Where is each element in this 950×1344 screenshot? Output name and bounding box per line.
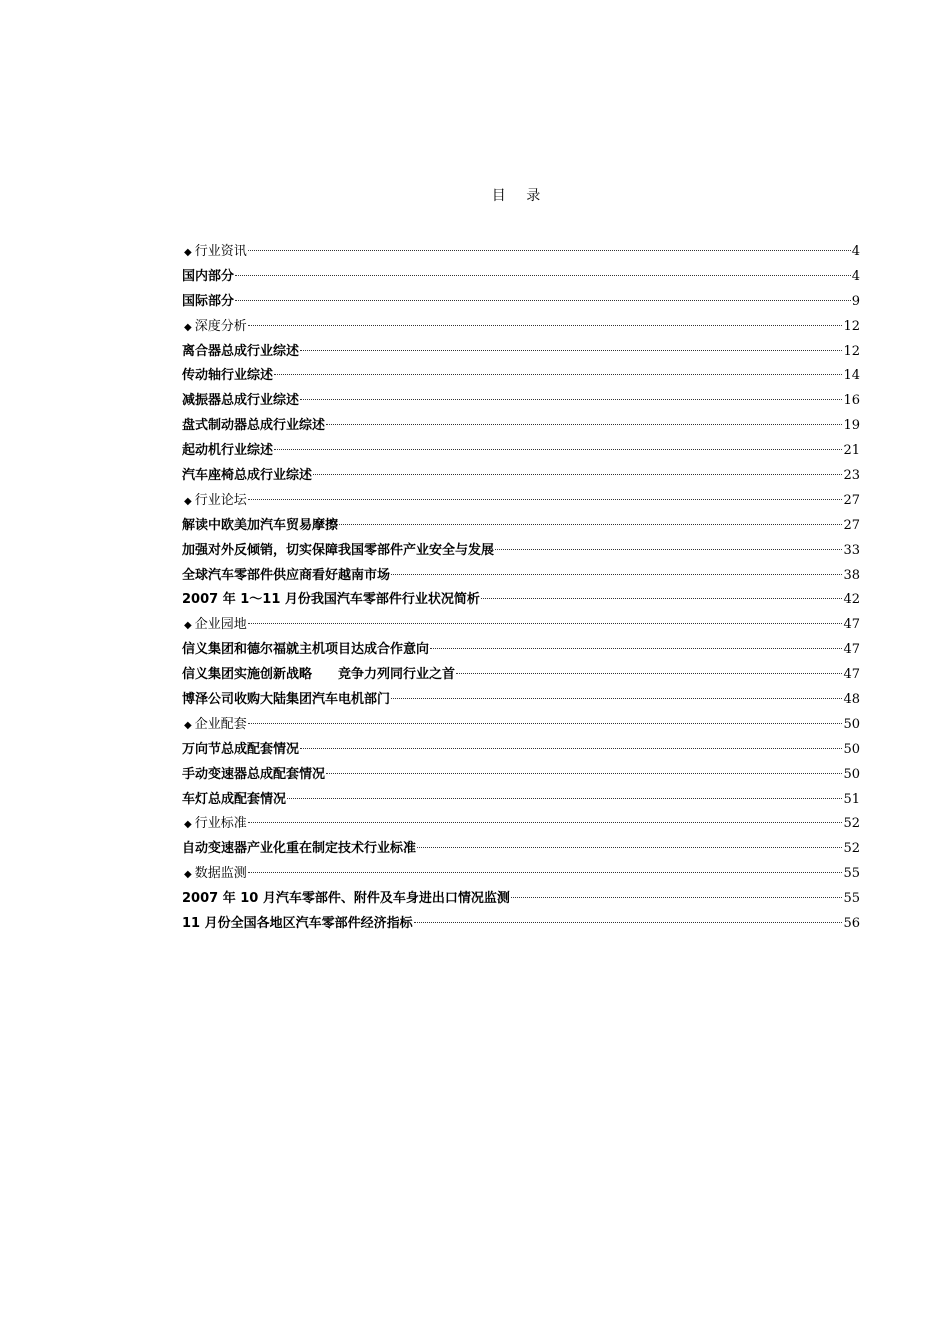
dot-leader xyxy=(414,922,843,923)
toc-section-entry[interactable] xyxy=(182,489,860,514)
toc-page-number: 50 xyxy=(843,716,860,732)
toc-section-entry[interactable] xyxy=(182,315,860,340)
toc-article-entry[interactable] xyxy=(182,837,860,862)
toc-article-entry[interactable] xyxy=(182,738,860,763)
toc-article-entry[interactable] xyxy=(182,290,860,315)
dot-leader xyxy=(248,723,843,724)
dot-leader xyxy=(248,623,843,624)
toc-entry-label: 行业标准 xyxy=(194,816,247,832)
toc-entry-label: 离合器总成行业综述 xyxy=(182,343,300,359)
dot-leader xyxy=(417,847,842,848)
toc-article-entry[interactable] xyxy=(182,265,860,290)
toc-page-number: 4 xyxy=(851,244,860,259)
dot-leader xyxy=(248,822,843,823)
dot-leader xyxy=(481,598,843,599)
toc-page-number: 48 xyxy=(843,692,860,708)
toc-page-number: 19 xyxy=(843,418,860,434)
diamond-bullet-icon: ◆ xyxy=(184,620,192,632)
toc-section-entry[interactable] xyxy=(182,812,860,837)
toc-section-entry[interactable] xyxy=(182,713,860,738)
dot-leader xyxy=(430,648,842,649)
toc-entry-label: 手动变速器总成配套情况 xyxy=(182,766,326,782)
toc-entry-label: 加强对外反倾销，切实保障我国零部件产业安全与发展 xyxy=(182,542,495,558)
toc-page-number: 50 xyxy=(843,766,860,782)
toc-page-number: 55 xyxy=(843,866,860,882)
toc-article-entry[interactable] xyxy=(182,439,860,464)
toc-entry-label: 博泽公司收购大陆集团汽车电机部门 xyxy=(182,692,391,708)
toc-page-number: 12 xyxy=(843,343,860,359)
toc-entry-label: 信义集团和德尔福就主机项目达成合作意向 xyxy=(182,642,430,658)
dot-leader xyxy=(313,474,842,475)
toc-page-number: 27 xyxy=(843,492,860,508)
toc-article-entry[interactable] xyxy=(182,763,860,788)
toc-entry-label: 数据监测 xyxy=(194,866,247,882)
dot-leader xyxy=(495,549,842,550)
toc-list xyxy=(182,240,860,937)
toc-entry-label: 行业资讯 xyxy=(194,244,247,259)
toc-page-number: 42 xyxy=(843,592,860,608)
dot-leader xyxy=(248,872,843,873)
toc-page-number: 9 xyxy=(851,293,860,309)
toc-article-entry[interactable] xyxy=(182,340,860,365)
dot-leader xyxy=(274,374,842,375)
toc-entry-label: 深度分析 xyxy=(194,318,247,334)
toc-article-entry[interactable] xyxy=(182,912,860,937)
toc-section-entry[interactable] xyxy=(182,862,860,887)
toc-article-entry[interactable] xyxy=(182,564,860,589)
toc-title: 目 录 xyxy=(491,188,549,204)
dot-leader xyxy=(339,524,842,525)
toc-entry-label: 行业论坛 xyxy=(194,492,247,508)
toc-article-entry[interactable] xyxy=(182,539,860,564)
toc-entry-label: 信义集团实施创新战略 竞争力列同行业之首 xyxy=(182,667,456,683)
dot-leader xyxy=(456,673,842,674)
toc-article-entry[interactable] xyxy=(182,788,860,813)
dot-leader xyxy=(391,574,842,575)
toc-entry-label: 车灯总成配套情况 xyxy=(182,791,287,807)
toc-entry-label: 万向节总成配套情况 xyxy=(182,741,300,757)
dot-leader xyxy=(326,424,842,425)
toc-entry-label: 减振器总成行业综述 xyxy=(182,393,300,409)
toc-entry-label: 2007 年 1～11 月份我国汽车零部件行业状况简析 xyxy=(182,592,480,608)
dot-leader xyxy=(300,748,842,749)
toc-entry-label: 11 月份全国各地区汽车零部件经济指标 xyxy=(182,916,413,932)
toc-article-entry[interactable] xyxy=(182,887,860,912)
toc-article-entry[interactable] xyxy=(182,364,860,389)
toc-page-number: 21 xyxy=(843,443,860,459)
toc-article-entry[interactable] xyxy=(182,638,860,663)
dot-leader xyxy=(300,399,842,400)
dot-leader xyxy=(274,449,842,450)
toc-entry-label: 盘式制动器总成行业综述 xyxy=(182,418,326,434)
toc-entry-label: 全球汽车零部件供应商看好越南市场 xyxy=(182,567,391,583)
toc-article-entry[interactable] xyxy=(182,464,860,489)
toc-entry-label: 2007 年 10 月汽车零部件、附件及车身进出口情况监测 xyxy=(182,891,510,907)
toc-section-entry[interactable] xyxy=(182,240,860,265)
toc-section-entry[interactable] xyxy=(182,613,860,638)
toc-page-number: 12 xyxy=(843,318,860,334)
toc-page-number: 52 xyxy=(843,816,860,832)
dot-leader xyxy=(326,773,842,774)
toc-article-entry[interactable] xyxy=(182,414,860,439)
toc-page-number: 14 xyxy=(843,368,860,384)
diamond-bullet-icon: ◆ xyxy=(184,819,192,831)
diamond-bullet-icon: ◆ xyxy=(184,495,192,507)
dot-leader xyxy=(391,698,842,699)
toc-page-number: 47 xyxy=(843,617,860,633)
toc-entry-label: 企业配套 xyxy=(194,716,247,732)
toc-page-number: 47 xyxy=(843,642,860,658)
toc-article-entry[interactable] xyxy=(182,688,860,713)
toc-entry-label: 国内部分 xyxy=(182,268,235,284)
toc-entry-label: 国际部分 xyxy=(182,293,235,309)
toc-article-entry[interactable] xyxy=(182,588,860,613)
toc-page-number: 27 xyxy=(843,517,860,533)
dot-leader xyxy=(300,350,842,351)
toc-page-number: 23 xyxy=(843,468,860,484)
toc-page-number: 16 xyxy=(843,393,860,409)
toc-entry-label: 起动机行业综述 xyxy=(182,443,274,459)
toc-entry-label: 企业园地 xyxy=(194,617,247,633)
dot-leader xyxy=(511,897,843,898)
toc-page-number: 52 xyxy=(843,841,860,857)
toc-page-number: 56 xyxy=(843,916,860,932)
dot-leader xyxy=(248,250,851,251)
toc-page-number: 50 xyxy=(843,741,860,757)
toc-entry-label: 自动变速器产业化重在制定技术行业标准 xyxy=(182,841,417,857)
dot-leader xyxy=(248,325,843,326)
toc-page-number: 38 xyxy=(843,567,860,583)
toc-article-entry[interactable] xyxy=(182,389,860,414)
dot-leader xyxy=(235,275,851,276)
toc-entry-label: 解读中欧美加汽车贸易摩擦 xyxy=(182,517,339,533)
toc-entry-label: 汽车座椅总成行业综述 xyxy=(182,468,313,484)
diamond-bullet-icon: ◆ xyxy=(184,719,192,731)
toc-page-number: 55 xyxy=(843,891,860,907)
diamond-bullet-icon: ◆ xyxy=(184,869,192,881)
toc-article-entry[interactable] xyxy=(182,514,860,539)
dot-leader xyxy=(287,798,842,799)
toc-page-number: 4 xyxy=(851,268,860,284)
diamond-bullet-icon: ◆ xyxy=(184,247,192,258)
toc-page-number: 47 xyxy=(843,667,860,683)
dot-leader xyxy=(248,499,843,500)
toc-page-number: 51 xyxy=(843,791,860,807)
dot-leader xyxy=(235,300,851,301)
toc-page-number: 33 xyxy=(843,542,860,558)
toc-entry-label: 传动轴行业综述 xyxy=(182,368,274,384)
diamond-bullet-icon: ◆ xyxy=(184,321,192,333)
toc-article-entry[interactable] xyxy=(182,663,860,688)
